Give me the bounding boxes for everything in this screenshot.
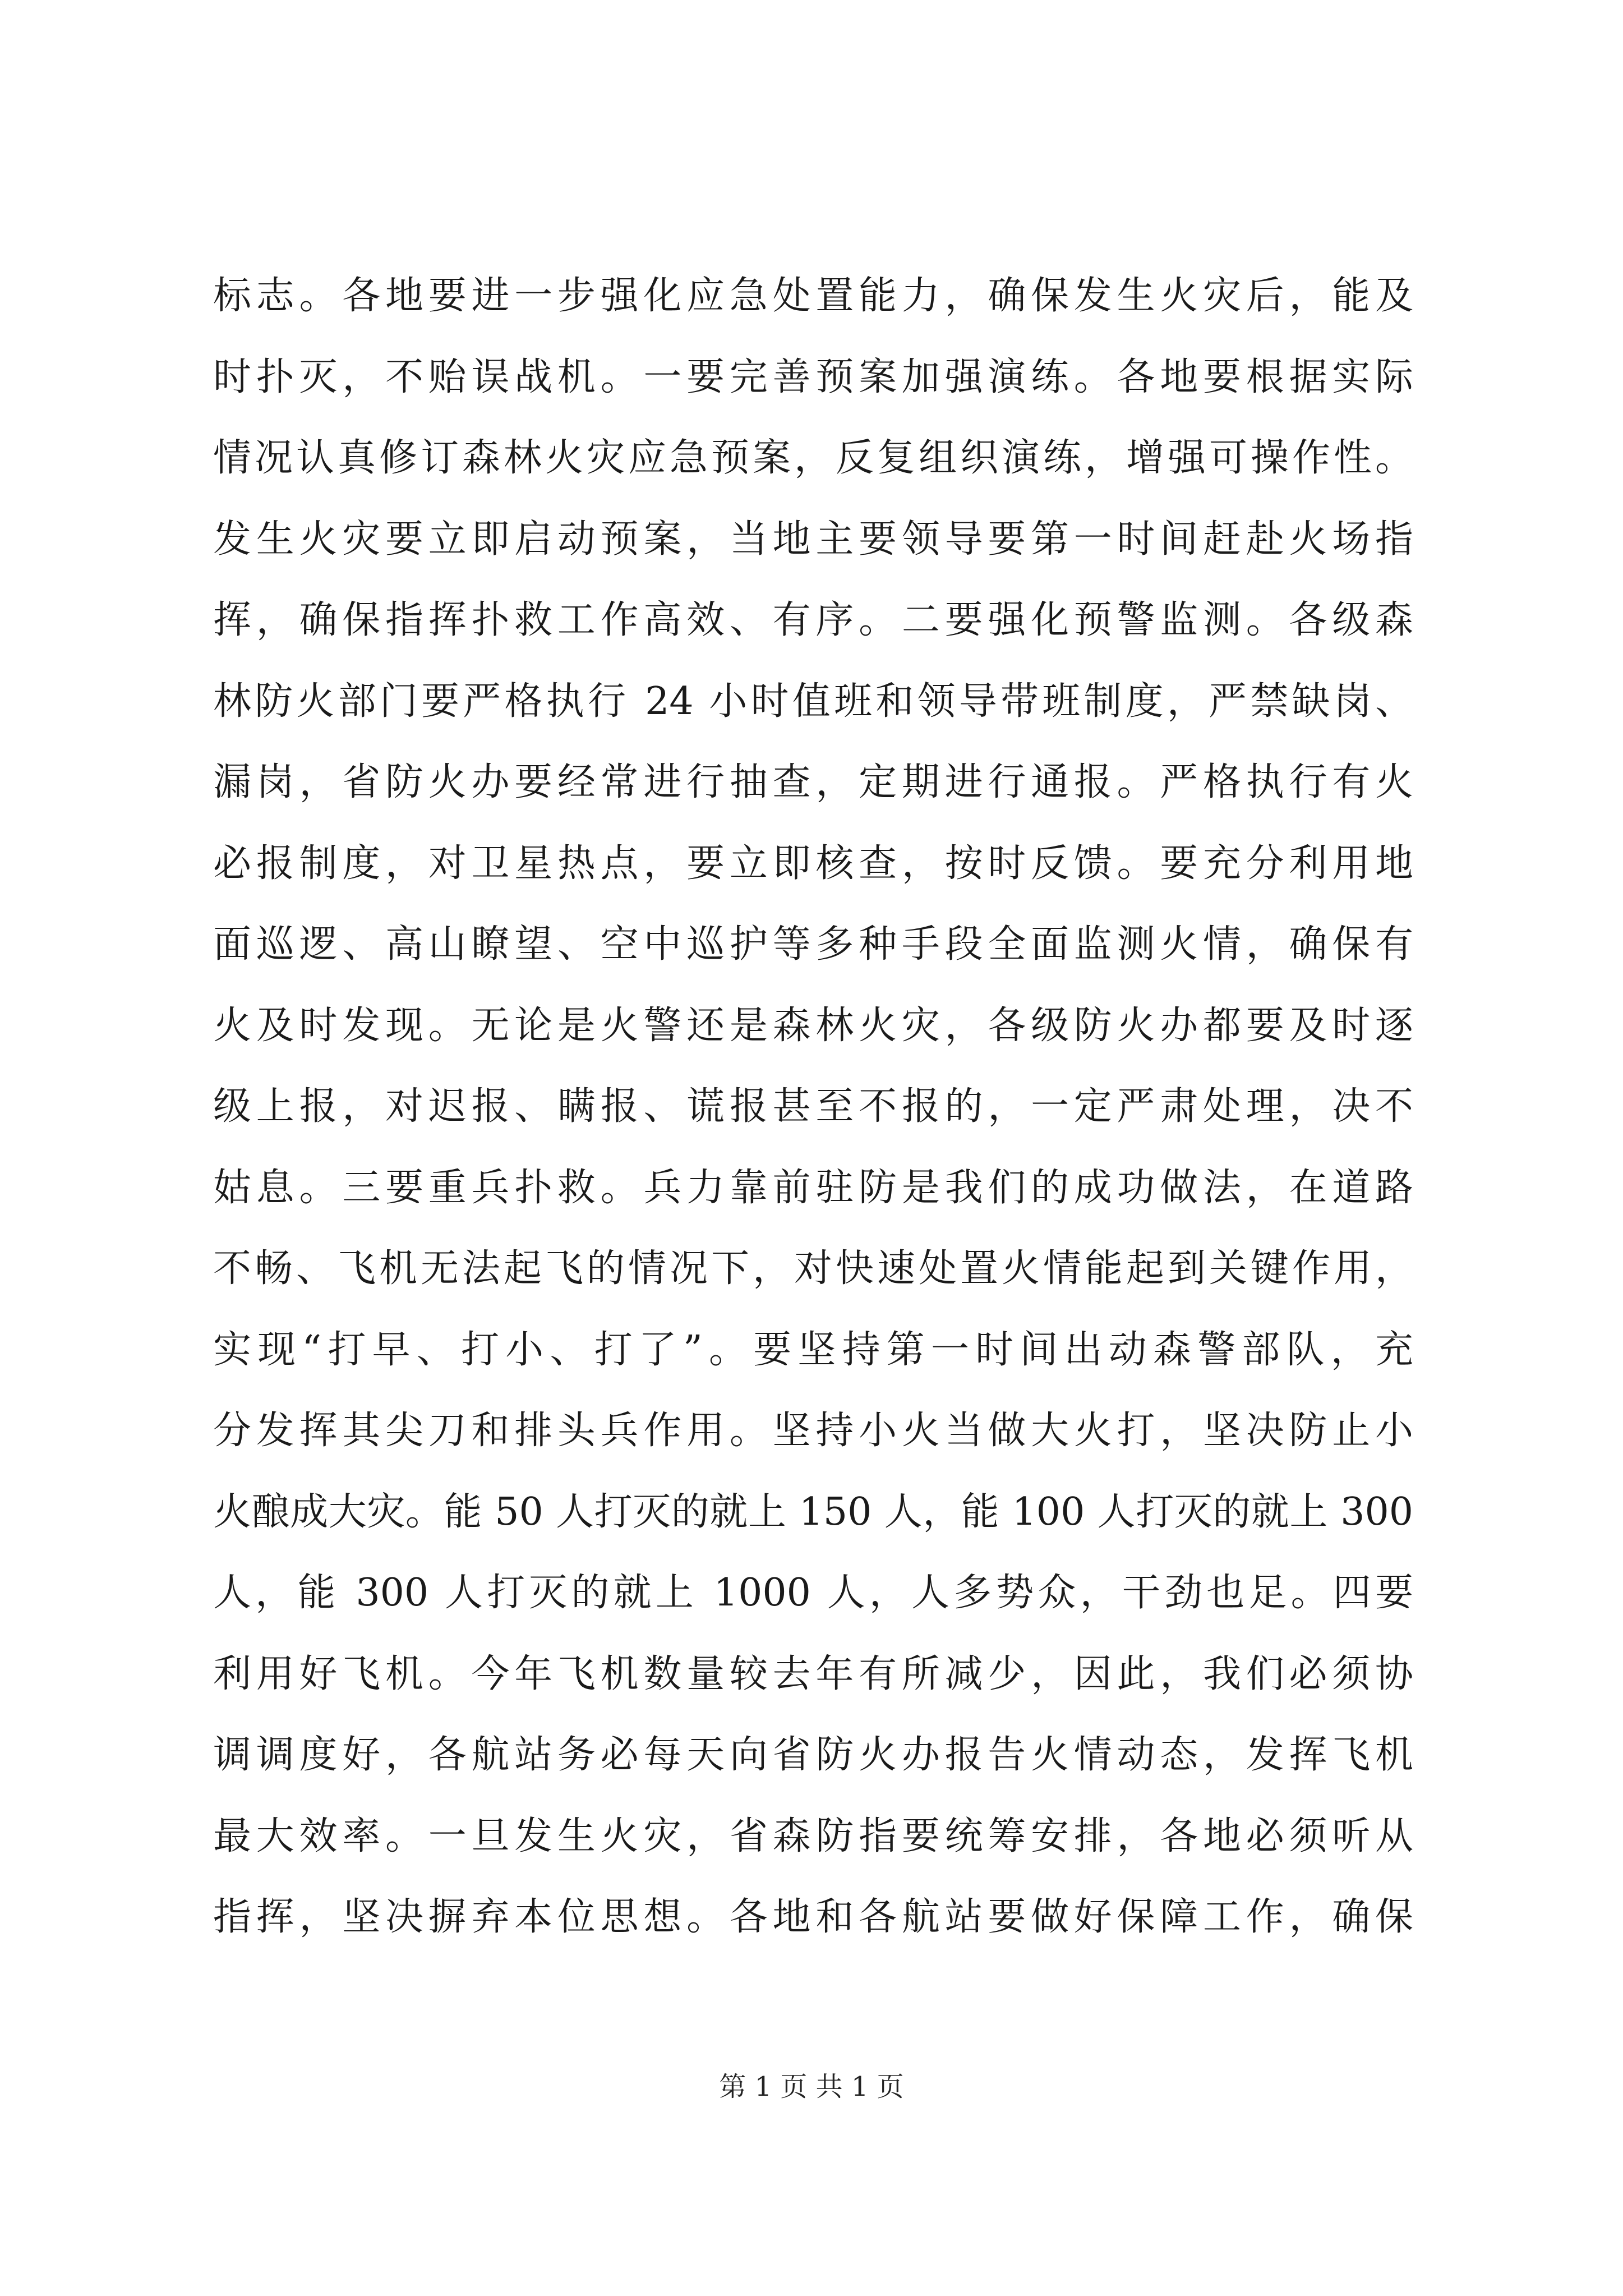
text-line: 发生火灾要立即启动预案，当地主要领导要第一时间赶赴火场指 [213,517,1413,562]
text-line: 漏岗，省防火办要经常进行抽查，定期进行通报。严格执行有火 [213,760,1413,804]
text-line: 不畅、飞机无法起飞的情况下，对快速处置火情能起到关键作用， [213,1246,1413,1291]
text-line: 必报制度，对卫星热点，要立即核查，按时反馈。要充分利用地 [213,841,1413,886]
text-line: 林防火部门要严格执行 24 小时值班和领导带班制度，严禁缺岗、 [213,679,1413,724]
text-line: 面巡逻、高山瞭望、空中巡护等多种手段全面监测火情，确保有 [213,922,1413,967]
text-line: 标志。各地要进一步强化应急处置能力，确保发生火灾后，能及 [213,274,1413,318]
text-line: 调调度好，各航站务必每天向省防火办报告火情动态，发挥飞机 [213,1733,1413,1777]
text-line: 姑息。三要重兵扑救。兵力靠前驻防是我们的成功做法，在道路 [213,1165,1413,1210]
text-line: 挥，确保指挥扑救工作高效、有序。二要强化预警监测。各级森 [213,598,1413,642]
body-paragraph [213,256,1413,1958]
text-line: 实现“打早、打小、打了”。要坚持第一时间出动森警部队，充 [213,1327,1413,1372]
text-line: 分发挥其尖刀和排头兵作用。坚持小火当做大火打，坚决防止小 [213,1409,1413,1453]
text-line: 利用好飞机。今年飞机数量较去年有所减少，因此，我们必须协 [213,1651,1413,1696]
text-line: 级上报，对迟报、瞒报、谎报甚至不报的，一定严肃处理，决不 [213,1084,1413,1129]
page-footer: 第 1 页 共 1 页 [719,2071,904,2102]
text-line: 最大效率。一旦发生火灾，省森防指要统筹安排，各地必须听从 [213,1814,1413,1858]
text-line: 火酿成大灾。能 50 人打灭的就上 150 人，能 100 人打灭的就上 300 [213,1489,1413,1534]
text-line: 指挥，坚决摒弃本位思想。各地和各航站要做好保障工作，确保 [213,1895,1413,1939]
text-line: 火及时发现。无论是火警还是森林火灾，各级防火办都要及时逐 [213,1003,1413,1048]
text-line: 时扑灭，不贻误战机。一要完善预案加强演练。各地要根据实际 [213,355,1413,399]
text-line: 人，能 300 人打灭的就上 1000 人，人多势众，干劲也足。四要 [213,1571,1413,1615]
text-line: 情况认真修订森林火灾应急预案，反复组织演练，增强可操作性。 [213,436,1413,480]
